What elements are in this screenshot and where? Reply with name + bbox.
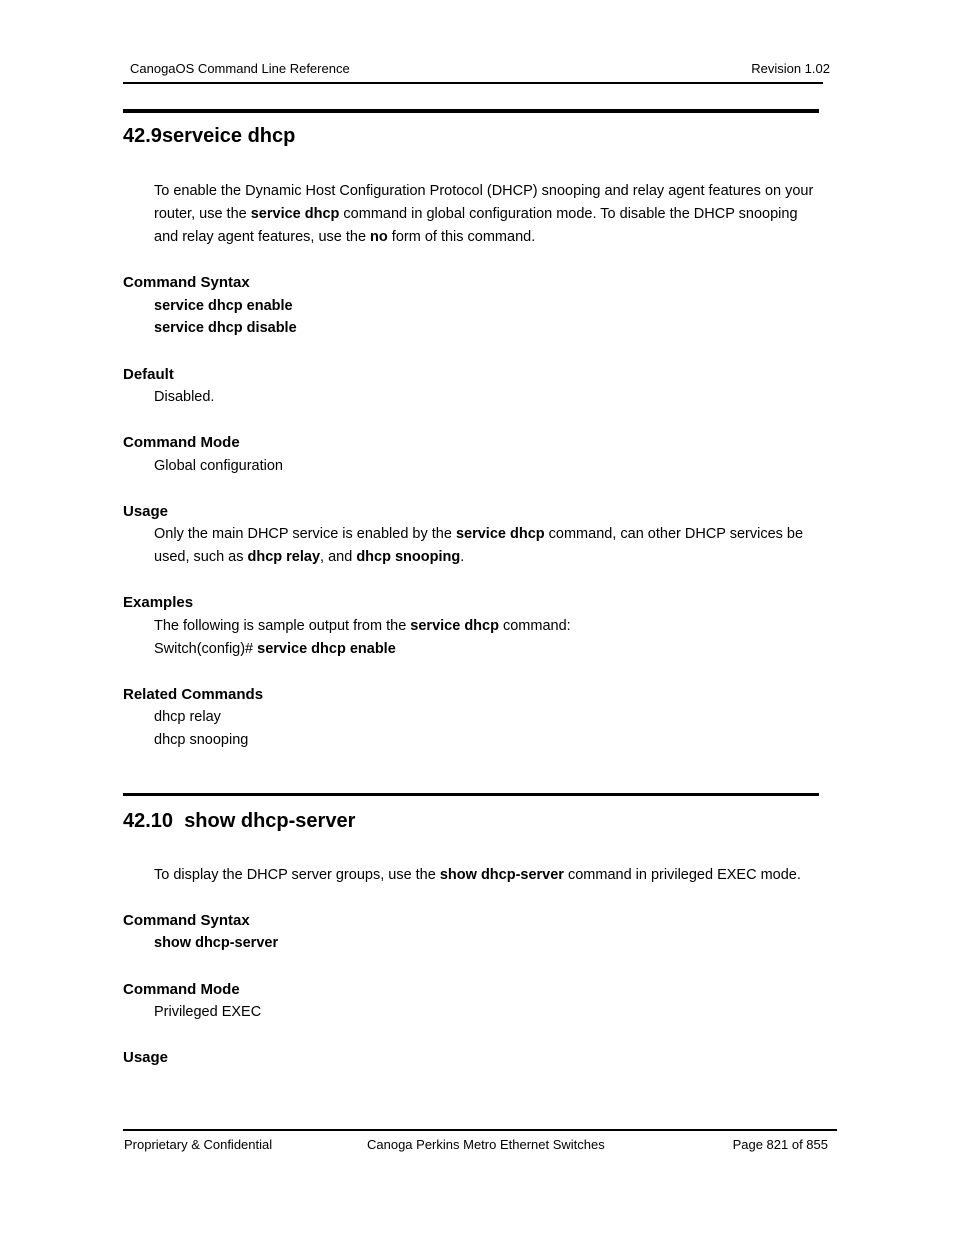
intro-line: and relay agent features, use the no form of this command.: [154, 229, 536, 245]
command-syntax-heading: Command Syntax: [123, 274, 250, 291]
section-rule: [123, 109, 819, 113]
example-line: Switch(config)# service dhcp enable: [154, 641, 396, 657]
usage-line: Only the main DHCP service is enabled by the service dhcp command, can other DHCP services be: [154, 526, 804, 542]
usage-heading: Usage: [123, 1049, 169, 1066]
command-mode-heading: Command Mode: [123, 981, 240, 998]
section-title: serveice dhcp: [161, 125, 296, 147]
intro-paragraph: [154, 180, 813, 249]
default-heading: Default: [123, 366, 174, 383]
section-number: 42.10: [123, 810, 174, 832]
usage-line: used, such as dhcp relay, and dhcp snooping.: [154, 549, 465, 565]
related-command: dhcp snooping: [154, 732, 249, 748]
section-rule: [123, 793, 819, 796]
examples-heading: Examples: [123, 594, 194, 611]
header-rule: [123, 82, 823, 84]
header-doc-title: CanogaOS Command Line Reference: [130, 61, 350, 76]
syntax-line: service dhcp disable: [154, 320, 297, 336]
intro-line: router, use the service dhcp command in global configuration mode. To disable the DHCP snooping: [154, 206, 798, 222]
footer-page-number: Page 821 of 855: [732, 1137, 828, 1152]
default-value: Disabled.: [154, 389, 215, 405]
intro-paragraph: To display the DHCP server groups, use the show dhcp-server command in privileged EXEC mode.: [154, 867, 801, 883]
usage-paragraph: [154, 523, 803, 569]
syntax-line: service dhcp enable: [154, 298, 293, 314]
syntax-line: show dhcp-server: [154, 935, 279, 951]
intro-line: To enable the Dynamic Host Configuration Protocol (DHCP) snooping and relay agent features on your: [154, 183, 814, 199]
footer-confidential: Proprietary & Confidential: [124, 1137, 273, 1152]
command-mode-value: Privileged EXEC: [154, 1004, 262, 1020]
header-revision: Revision 1.02: [751, 61, 830, 76]
command-mode-heading: Command Mode: [123, 434, 240, 451]
related-commands-heading: Related Commands: [123, 686, 264, 703]
related-command: dhcp relay: [154, 709, 221, 725]
section-heading: [123, 810, 355, 833]
examples-paragraph: [154, 615, 571, 661]
section-heading: [123, 125, 295, 148]
command-syntax-heading: Command Syntax: [123, 912, 250, 929]
example-line: The following is sample output from the service dhcp command:: [154, 618, 571, 634]
command-mode-value: Global configuration: [154, 458, 283, 474]
section-number: 42.9: [123, 125, 162, 147]
usage-heading: Usage: [123, 503, 169, 520]
footer-rule: [123, 1129, 837, 1131]
section-title: show dhcp-server: [184, 810, 356, 832]
footer-product: Canoga Perkins Metro Ethernet Switches: [367, 1137, 605, 1152]
